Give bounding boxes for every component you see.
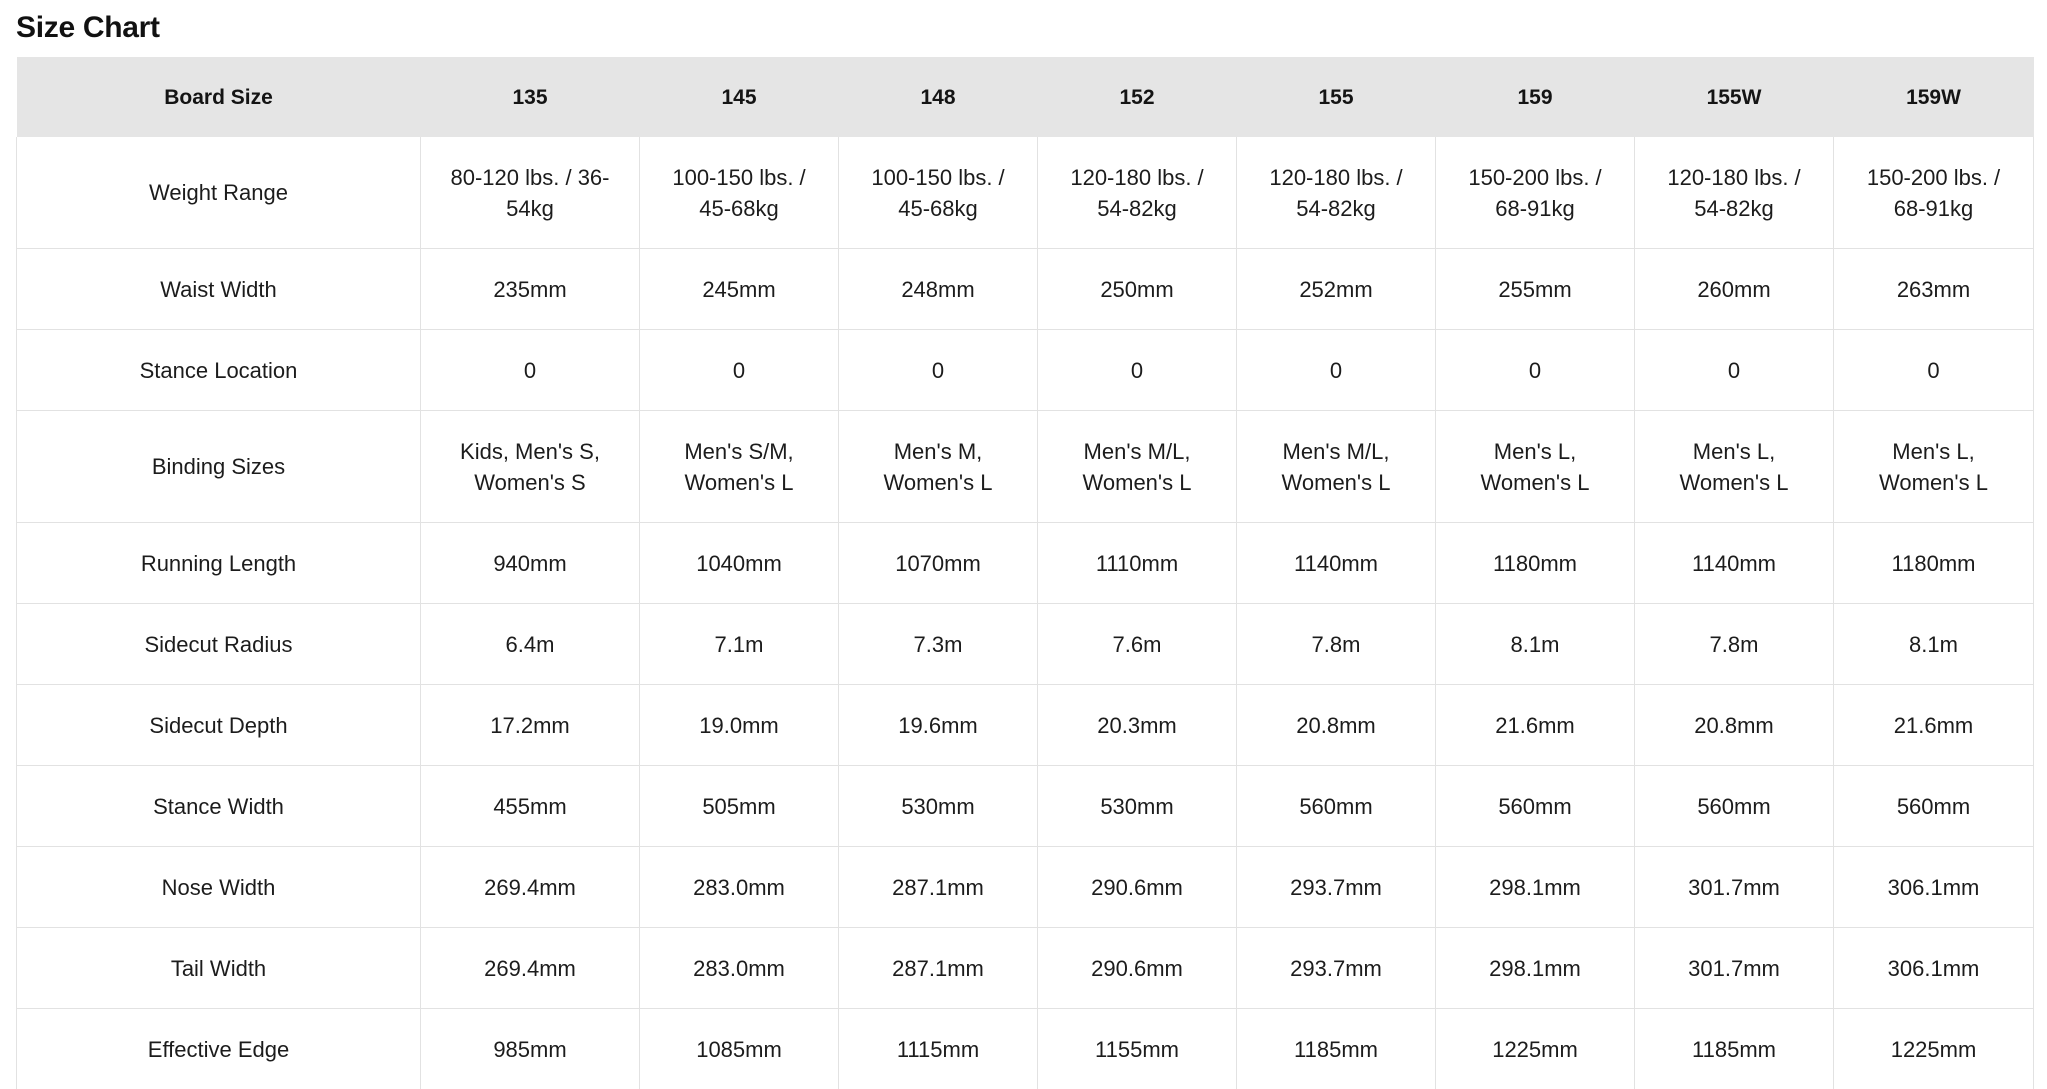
row-label: Sidecut Depth [17, 685, 421, 766]
row-label: Running Length [17, 523, 421, 604]
table-cell: 250mm [1038, 249, 1237, 330]
table-cell: 120-180 lbs. / 54-82kg [1237, 137, 1436, 249]
table-cell: 0 [1834, 330, 2034, 411]
table-cell: 120-180 lbs. / 54-82kg [1038, 137, 1237, 249]
table-cell: 7.8m [1237, 604, 1436, 685]
table-cell: 298.1mm [1436, 928, 1635, 1009]
row-label: Sidecut Radius [17, 604, 421, 685]
table-cell: Men's L, Women's L [1834, 411, 2034, 523]
table-cell: 306.1mm [1834, 928, 2034, 1009]
header-size-145: 145 [640, 57, 839, 137]
table-cell: 0 [640, 330, 839, 411]
table-cell: 269.4mm [421, 928, 640, 1009]
table-cell: 150-200 lbs. / 68-91kg [1436, 137, 1635, 249]
table-cell: Men's M/L, Women's L [1237, 411, 1436, 523]
table-cell: 530mm [839, 766, 1038, 847]
table-cell: 1225mm [1834, 1009, 2034, 1089]
table-cell: 560mm [1237, 766, 1436, 847]
table-cell: Kids, Men's S, Women's S [421, 411, 640, 523]
table-cell: 7.1m [640, 604, 839, 685]
row-label: Effective Edge [17, 1009, 421, 1089]
table-cell: 0 [1038, 330, 1237, 411]
table-cell: 293.7mm [1237, 847, 1436, 928]
table-cell: 0 [1635, 330, 1834, 411]
table-row [17, 1009, 2034, 1089]
table-cell: 301.7mm [1635, 928, 1834, 1009]
header-size-148: 148 [839, 57, 1038, 137]
table-cell: Men's L, Women's L [1436, 411, 1635, 523]
table-cell: Men's L, Women's L [1635, 411, 1834, 523]
table-cell: 301.7mm [1635, 847, 1834, 928]
table-cell: 1185mm [1635, 1009, 1834, 1089]
row-label: Nose Width [17, 847, 421, 928]
table-cell: 0 [1237, 330, 1436, 411]
header-size-135: 135 [421, 57, 640, 137]
table-cell: 7.8m [1635, 604, 1834, 685]
table-cell: 1085mm [640, 1009, 839, 1089]
table-cell: 0 [839, 330, 1038, 411]
row-label: Weight Range [17, 137, 421, 249]
table-row [17, 249, 2034, 330]
table-cell: 283.0mm [640, 847, 839, 928]
row-label: Waist Width [17, 249, 421, 330]
table-cell: 1110mm [1038, 523, 1237, 604]
table-cell: 263mm [1834, 249, 2034, 330]
table-cell: 7.3m [839, 604, 1038, 685]
table-row [17, 604, 2034, 685]
page-title: Size Chart [16, 8, 160, 48]
header-size-155: 155 [1237, 57, 1436, 137]
table-cell: 290.6mm [1038, 928, 1237, 1009]
table-cell: 20.8mm [1635, 685, 1834, 766]
table-cell: 20.8mm [1237, 685, 1436, 766]
table-cell: 940mm [421, 523, 640, 604]
table-cell: 1115mm [839, 1009, 1038, 1089]
table-cell: Men's M/L, Women's L [1038, 411, 1237, 523]
row-label: Binding Sizes [17, 411, 421, 523]
table-cell: 290.6mm [1038, 847, 1237, 928]
table-row [17, 137, 2034, 249]
table-cell: 7.6m [1038, 604, 1237, 685]
table-cell: 306.1mm [1834, 847, 2034, 928]
header-board-size: Board Size [17, 57, 421, 137]
header-size-159w: 159W [1834, 57, 2034, 137]
table-cell: 17.2mm [421, 685, 640, 766]
table-cell: 1225mm [1436, 1009, 1635, 1089]
table-cell: 0 [421, 330, 640, 411]
table-cell: 235mm [421, 249, 640, 330]
table-cell: 1180mm [1834, 523, 2034, 604]
table-cell: 293.7mm [1237, 928, 1436, 1009]
table-cell: 1140mm [1635, 523, 1834, 604]
table-cell: 245mm [640, 249, 839, 330]
table-cell: 260mm [1635, 249, 1834, 330]
table-cell: Men's S/M, Women's L [640, 411, 839, 523]
header-size-155w: 155W [1635, 57, 1834, 137]
table-row [17, 330, 2034, 411]
table-cell: 455mm [421, 766, 640, 847]
table-cell: 0 [1436, 330, 1635, 411]
table-cell: 269.4mm [421, 847, 640, 928]
table-cell: 20.3mm [1038, 685, 1237, 766]
table-cell: 19.6mm [839, 685, 1038, 766]
table-cell: 150-200 lbs. / 68-91kg [1834, 137, 2034, 249]
table-cell: 560mm [1635, 766, 1834, 847]
table-row [17, 411, 2034, 523]
table-row [17, 847, 2034, 928]
row-label: Tail Width [17, 928, 421, 1009]
table-cell: 985mm [421, 1009, 640, 1089]
table-cell: 505mm [640, 766, 839, 847]
table-cell: 120-180 lbs. / 54-82kg [1635, 137, 1834, 249]
table-cell: 1140mm [1237, 523, 1436, 604]
table-cell: 1185mm [1237, 1009, 1436, 1089]
row-label: Stance Location [17, 330, 421, 411]
table-cell: 19.0mm [640, 685, 839, 766]
table-cell: 560mm [1834, 766, 2034, 847]
table-cell: 298.1mm [1436, 847, 1635, 928]
row-label: Stance Width [17, 766, 421, 847]
table-cell: 252mm [1237, 249, 1436, 330]
table-cell: 287.1mm [839, 847, 1038, 928]
table-cell: 255mm [1436, 249, 1635, 330]
size-chart-table [16, 57, 2034, 1089]
table-cell: 283.0mm [640, 928, 839, 1009]
table-row [17, 928, 2034, 1009]
table-header-row [17, 57, 2034, 137]
table-cell: 100-150 lbs. / 45-68kg [640, 137, 839, 249]
table-cell: 8.1m [1834, 604, 2034, 685]
table-cell: 1155mm [1038, 1009, 1237, 1089]
table-cell: 287.1mm [839, 928, 1038, 1009]
table-cell: 248mm [839, 249, 1038, 330]
table-row [17, 685, 2034, 766]
table-cell: 1180mm [1436, 523, 1635, 604]
table-cell: 80-120 lbs. / 36-54kg [421, 137, 640, 249]
table-cell: 21.6mm [1834, 685, 2034, 766]
header-size-152: 152 [1038, 57, 1237, 137]
table-cell: 530mm [1038, 766, 1237, 847]
table-cell: 100-150 lbs. / 45-68kg [839, 137, 1038, 249]
table-cell: 8.1m [1436, 604, 1635, 685]
table-cell: 21.6mm [1436, 685, 1635, 766]
table-cell: 1070mm [839, 523, 1038, 604]
table-row [17, 766, 2034, 847]
table-cell: 6.4m [421, 604, 640, 685]
header-size-159: 159 [1436, 57, 1635, 137]
table-row [17, 523, 2034, 604]
table-cell: 560mm [1436, 766, 1635, 847]
table-cell: 1040mm [640, 523, 839, 604]
table-cell: Men's M, Women's L [839, 411, 1038, 523]
